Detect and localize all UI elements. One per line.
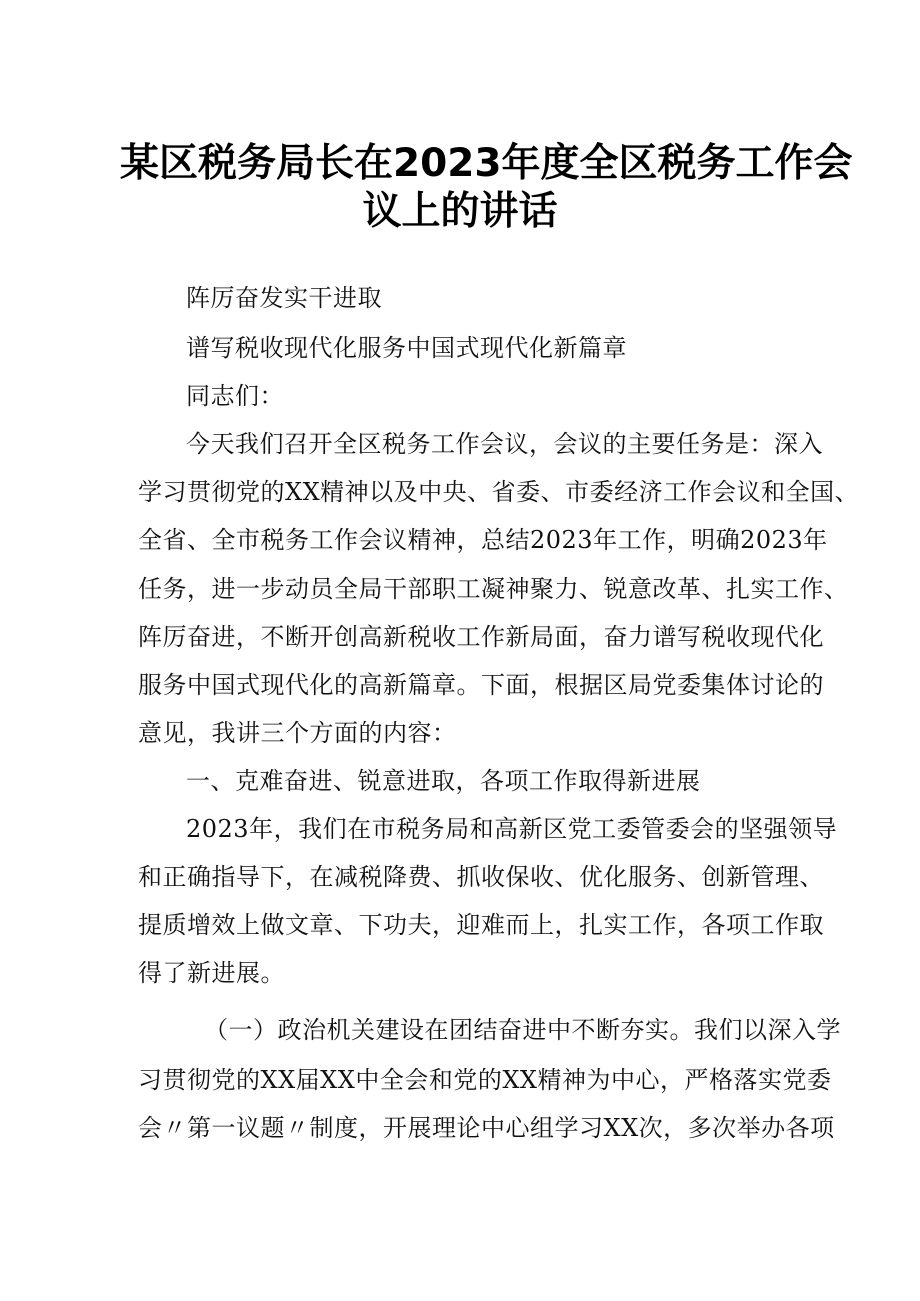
body-line: 服务中国式现代化的高新篇章。下面，根据区局党委集体讨论的	[138, 671, 824, 699]
salutation: 同志们：	[186, 382, 284, 410]
body-line: 意见，我讲三个方面的内容：	[138, 719, 457, 747]
body-line: 学习贯彻党的XX精神以及中央、省委、市委经济工作会议和全国、	[138, 478, 860, 506]
body-line: 和正确指导下，在减税降费、抓收保收、优化服务、创新管理、	[138, 863, 824, 891]
document-title-line-1: 某区税务局长在2023年度全区税务工作会	[120, 141, 853, 186]
subsection-paragraph-start: （一）政治机关建设在团结奋进中不断夯实。我们以深入学	[204, 1016, 841, 1044]
body-line: 今天我们召开全区税务工作会议，会议的主要任务是：深入	[186, 430, 823, 458]
document-title-line-2: 议上的讲话	[362, 189, 558, 234]
subtitle-line-1: 阵厉奋发实干进取	[186, 284, 382, 312]
body-line: 提质增效上做文章、下功夫，迎难而上，扎实工作，各项工作取	[138, 911, 824, 939]
body-line: 2023年，我们在市税务局和高新区党工委管委会的坚强领导	[186, 815, 838, 843]
body-line: 阵厉奋进，不断开创高新税收工作新局面，奋力谱写税收现代化	[138, 623, 824, 651]
body-line: 会〃第一议题〃制度，开展理论中心组学习XX次，多次举办各项	[138, 1114, 835, 1142]
body-line: 习贯彻党的XX届XX中全会和党的XX精神为中心，严格落实党委	[138, 1066, 832, 1094]
subtitle-line-2: 谱写税收现代化服务中国式现代化新篇章	[186, 334, 627, 362]
body-line: 任务，进一步动员全局干部职工凝神聚力、锐意改革、扎实工作、	[138, 575, 849, 603]
body-line: 得了新进展。	[138, 959, 285, 987]
section-heading-1: 一、克难奋进、锐意进取，各项工作取得新进展	[186, 767, 701, 795]
body-line: 全省、全市税务工作会议精神，总结2023年工作，明确2023年	[138, 526, 828, 554]
